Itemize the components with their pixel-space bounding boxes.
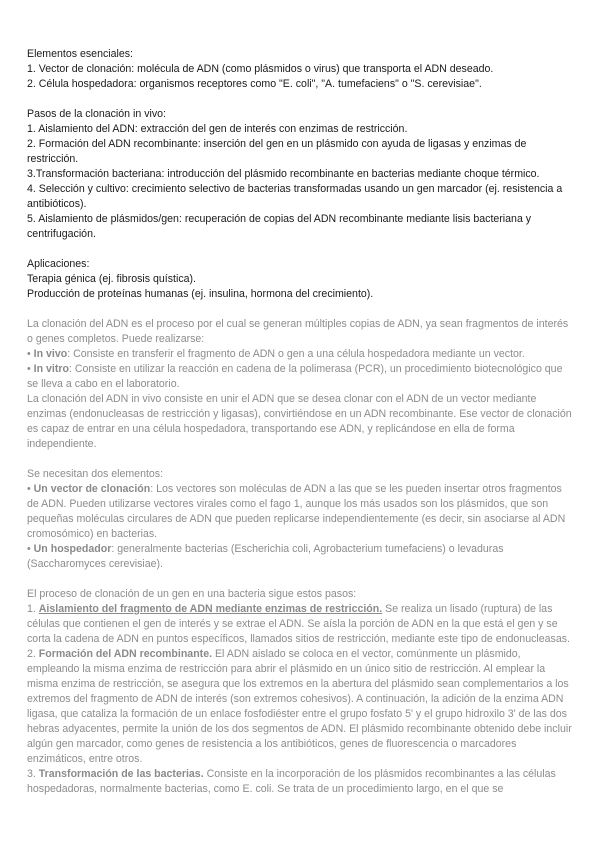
step-3-text: Consiste en la incorporación de los plásmidos recombinantes a las células hospedadoras, normalmente bacterias, como E. coli. Se trata de un procedimiento largo, en el que se (27, 768, 556, 795)
steps-heading: Pasos de la clonación in vivo: (27, 108, 166, 120)
steps-section (27, 107, 575, 242)
vector-bullet: • Un vector de clonación: Los vectores son moléculas de ADN a las que se les pueden insertar otros fragmentos de ADN. Pueden utilizarse vectores virales como el fago 1, aunque los más usados son los plásmidos, que son pequeñas moléculas circulares de ADN que pueden replicarse independientemente (es decir, sin asociarse al ADN cromosómico) en bacterias. (27, 483, 566, 540)
in-vitro-bullet: • In vitro: Consiste en utilizar la reacción en cadena de la polimerasa (PCR), un procedimiento biotecnológico que se lleva a cabo en el laboratorio. (27, 363, 563, 390)
applications-section (27, 257, 575, 302)
applications-heading: Aplicaciones: (27, 258, 90, 270)
step-2-text: El ADN aislado se coloca en el vector, comúnmente un plásmido, empleando la misma enzima de restricción para abrir el plásmido en un único sitio de restricción. Al emplear la misma enzima de restricción, se asegura que los extremos en la abertura del plásmido sean complementarios a los extremos del fragmento de ADN de interés (son extremos cohesivos). A continuación, la adición de la enzima ADN ligasa, que cataliza la formación de un enlace fosfodiéster entre el grupo fosfato 5' y el grupo hidroxilo 3' de las dos hebras adyacentes, permite la unión de los dos segmentos de ADN. El plásmido recombinante obtenido debe incluir algún gen marcador, como genes de resistencia a los antibióticos, genes de fluorescencia o marcadores enzimáticos, entre otros. (27, 648, 572, 765)
step-2-label: Formación del ADN recombinante. (38, 648, 213, 660)
in-vivo-text: : Consiste en transferir el fragmento de ADN o gen a una célula hospedadora mediante un vector. (67, 348, 525, 360)
essentials-item: 2. Célula hospedadora: organismos receptores como "E. coli", "A. tumefaciens" o "S. cerevisiae". (27, 78, 482, 90)
step-number: 2. (27, 648, 39, 660)
essentials-heading: Elementos esenciales: (27, 48, 133, 60)
intro-paragraph-2: La clonación del ADN in vivo consiste en unir el ADN que se desea clonar con el ADN de un vector mediante enzimas (endonucleasas de restricción y ligasas), convirtiéndose en un ADN recombinante. Ese vector de clonación es capaz de entrar en una célula hospedadora, transportando ese ADN, y replicándose en ella de forma independiente. (27, 393, 572, 450)
steps-item: 2. Formación del ADN recombinante: inserción del gen en un plásmido con ayuda de ligasas y enzimas de restricción. (27, 138, 527, 165)
in-vivo-bullet: • In vivo: Consiste en transferir el fragmento de ADN o gen a una célula hospedadora mediante un vector. (27, 348, 525, 360)
process-step-3 (27, 767, 575, 797)
applications-item: Producción de proteínas humanas (ej. insulina, hormona del crecimiento). (27, 288, 374, 300)
step-1-text: Se realiza un lisado (ruptura) de las células que contienen el gen de interés y se extrae el ADN. Se aísla la porción de ADN en la que está el gen y se corta la cadena de ADN en puntos específicos, llamados sitios de restricción, mediante este tipo de endonucleasas. (27, 603, 570, 645)
host-text: : generalmente bacterias (Escherichia coli, Agrobacterium tumefaciens) o levaduras (Saccharomyces cerevisiae). (27, 543, 504, 570)
step-3-label: Transformación de las bacterias. (38, 768, 204, 780)
applications-item: Terapia génica (ej. fibrosis quística). (27, 273, 196, 285)
step-number: 1. (27, 603, 39, 615)
host-label: Un hospedador (33, 543, 112, 555)
elements-heading: Se necesitan dos elementos: (27, 468, 164, 480)
document-page (27, 47, 575, 812)
vector-text: : Los vectores son moléculas de ADN a las que se les pueden insertar otros fragmentos de ADN. Pueden utilizarse vectores virales como el fago 1, aunque los más usados son los plásmidos, que son pequeñas moléculas circulares de ADN que pueden replicarse independientemente (es decir, sin asociarse al ADN cromosómico) en bacterias. (27, 483, 566, 540)
process-section (27, 587, 575, 797)
step-1-label: Aislamiento del fragmento de ADN mediante enzimas de restricción. (38, 603, 383, 615)
elements-section (27, 467, 575, 572)
process-step-2 (27, 647, 575, 767)
steps-item: 4. Selección y cultivo: crecimiento selectivo de bacterias transformadas usando un gen marcador (ej. resistencia a antibióticos). (27, 183, 563, 210)
steps-item: 1. Aislamiento del ADN: extracción del gen de interés con enzimas de restricción. (27, 123, 408, 135)
step-number: 3. (27, 768, 39, 780)
essentials-section (27, 47, 575, 92)
host-bullet: • Un hospedador: generalmente bacterias (Escherichia coli, Agrobacterium tumefaciens) o levaduras (Saccharomyces cerevisiae). (27, 543, 504, 570)
process-heading: El proceso de clonación de un gen en una bacteria sigue estos pasos: (27, 588, 357, 600)
intro-section (27, 317, 575, 452)
intro-paragraph: La clonación del ADN es el proceso por el cual se generan múltiples copias de ADN, ya sean fragmentos de interés o genes completos. Puede realizarse: (27, 318, 569, 345)
in-vitro-text: : Consiste en utilizar la reacción en cadena de la polimerasa (PCR), un procedimiento biotecnológico que se lleva a cabo en el laboratorio. (27, 363, 563, 390)
steps-item: 5. Aislamiento de plásmidos/gen: recuperación de copias del ADN recombinante mediante lisis bacteriana y centrifugación. (27, 213, 532, 240)
in-vivo-label: In vivo (33, 348, 68, 360)
steps-item: 3.Transformación bacteriana: introducción del plásmido recombinante en bacterias mediante choque térmico. (27, 168, 540, 180)
vector-label: Un vector de clonación (33, 483, 151, 495)
in-vitro-label: In vitro (33, 363, 69, 375)
process-step-1 (27, 602, 575, 647)
essentials-item: 1. Vector de clonación: molécula de ADN (como plásmidos o virus) que transporta el ADN deseado. (27, 63, 494, 75)
